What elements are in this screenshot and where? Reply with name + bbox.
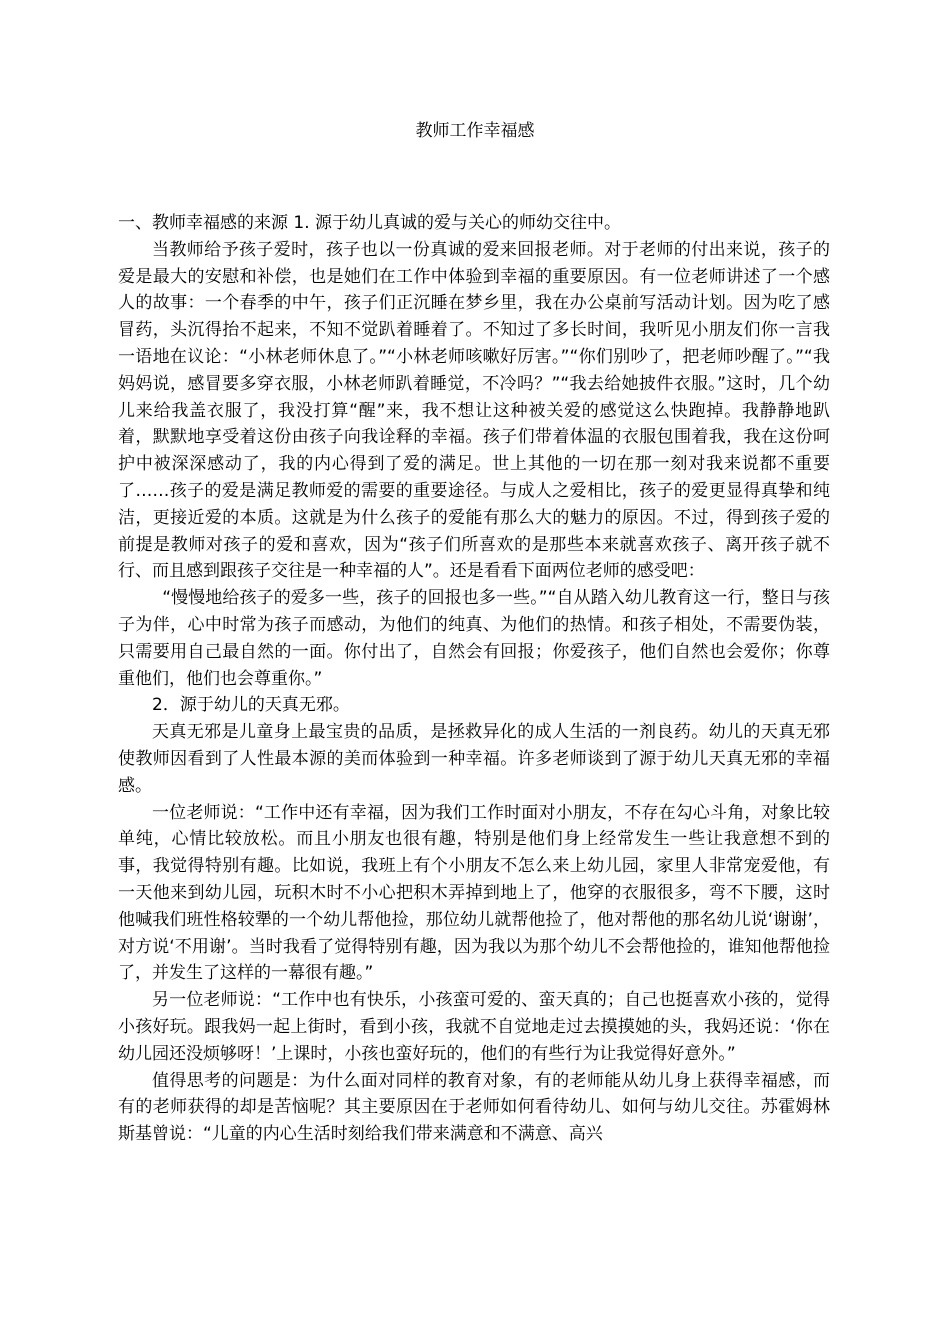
paragraph: 当教师给予孩子爱时，孩子也以一份真诚的爱来回报老师。对于老师的付出来说，孩子的爱是最大的安慰和补偿，也是她们在工作中体验到幸福的重要原因。有一位老师讲述了一个感人的故事：一个春季的中午，孩子们正沉睡在梦乡里，我在办公桌前写活动计划。因为吃了感冒药，头沉得抬不起来，不知不觉趴着睡着了。不知过了多长时间，我听见小朋友们你一言我一语地在议论：“小林老师休息了。”“小林老师咳嗽好厉害。”“你们别吵了，把老师吵醒了。”“我妈妈说，感冒要多穿衣服，小林老师趴着睡觉，不冷吗？”“我去给她披件衣服。”这时，几个幼儿来给我盖衣服了，我没打算“醒”来，我不想让这种被关爱的感觉这么快跑掉。我静静地趴着，默默地享受着这份由孩子向我诠释的幸福。孩子们带着体温的衣服包围着我，我在这份呵护中被深深感动了，我的内心得到了爱的满足。世上其他的一切在那一刻对我来说都不重要了……孩子的爱是满足教师爱的需要的重要途径。与成人之爱相比，孩子的爱更显得真挚和纯洁，更接近爱的本质。这就是为什么孩子的爱能有那么大的魅力的原因。不过，得到孩子爱的前提是教师对孩子的爱和喜欢，因为“孩子们所喜欢的是那些本来就喜欢孩子、离开孩子就不行、而且感到跟孩子交往是一种幸福的人”。还是看看下面两位老师的感受吧： — [118, 239, 830, 582]
document-title: 教师工作幸福感 — [415, 121, 535, 141]
paragraph: 天真无邪是儿童身上最宝贵的品质，是拯救异化的成人生活的一剂良药。幼儿的天真无邪使教师因看到了人性最本源的美而体验到一种幸福。许多老师谈到了源于幼儿天真无邪的幸福感。 — [118, 722, 830, 796]
paragraph: 另一位老师说：“工作中也有快乐，小孩蛮可爱的、蛮天真的；自己也挺喜欢小孩的，觉得小孩好玩。跟我妈一起上街时，看到小孩，我就不自觉地走过去摸摸她的头，我妈还说：‘你在幼儿园还没烦够呀！’上课时，小孩也蛮好玩的，他们的有些行为让我觉得好意外。” — [118, 990, 830, 1064]
paragraph-quote: “慢慢地给孩子的爱多一些，孩子的回报也多一些。”“自从踏入幼儿教育这一行，整日与孩子为伴，心中时常为孩子而感动，为他们的纯真、为他们的热情。和孩子相处，不需要伪装，只需要用自己最自然的一面。你付出了，自然会有回报；你爱孩子，他们自然也会爱你；你尊重他们，他们也会尊重你。” — [118, 588, 830, 689]
document-body — [118, 210, 830, 1148]
paragraph: 值得思考的问题是：为什么面对同样的教育对象，有的老师能从幼儿身上获得幸福感，而有的老师获得的却是苦恼呢？其主要原因在于老师如何看待幼儿、如何与幼儿交往。苏霍姆林斯基曾说：“儿童的内心生活时刻给我们带来满意和不满意、高兴 — [118, 1070, 830, 1145]
subsection-heading: 2．源于幼儿的天真无邪。 — [152, 695, 350, 716]
section-heading: 一、教师幸福感的来源 1. 源于幼儿真诚的爱与关心的师幼交往中。 — [118, 213, 622, 233]
paragraph: 一位老师说：“工作中还有幸福，因为我们工作时面对小朋友，不存在勾心斗角，对象比较单纯，心情比较放松。而且小朋友也很有趣，特别是他们身上经常发生一些让我意想不到的事，我觉得特别有趣。比如说，我班上有个小朋友不怎么来上幼儿园，家里人非常宠爱他，有一天他来到幼儿园，玩积木时不小心把积木弄掉到地上了，他穿的衣服很多，弯不下腰，这时他喊我们班性格较犟的一个幼儿帮他捡，那位幼儿就帮他捡了，他对帮他的那名幼儿说‘谢谢’，对方说‘不用谢’。当时我看了觉得特别有趣，因为我以为那个幼儿不会帮他捡的，谁知他帮他捡了，并发生了这样的一幕很有趣。” — [118, 802, 830, 984]
